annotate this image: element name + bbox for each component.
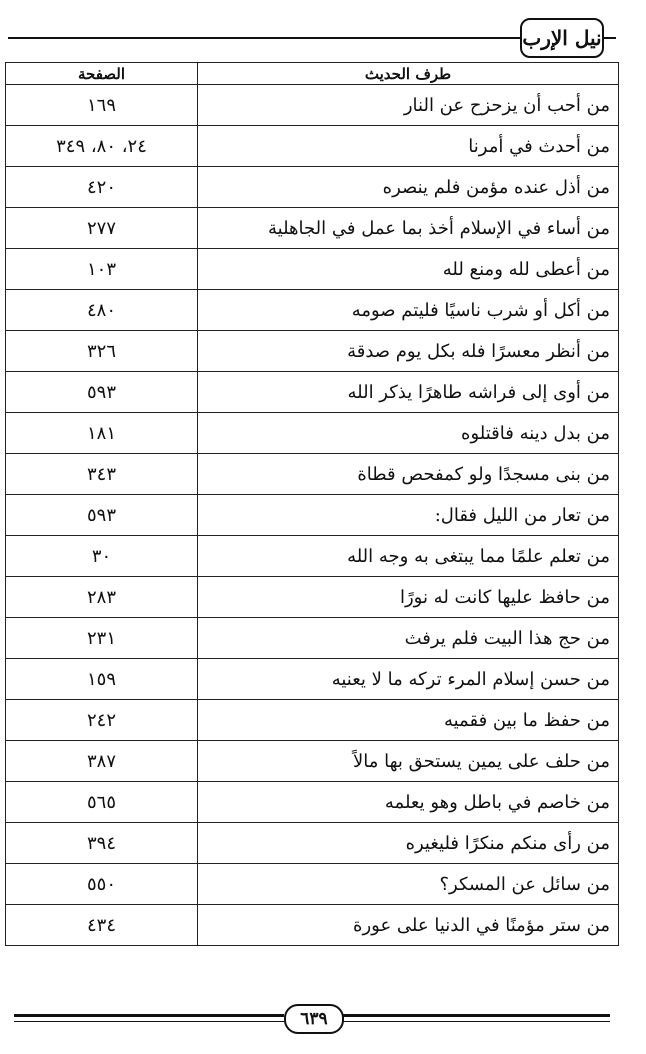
hadith-text: من حسن إسلام المرء تركه ما لا يعنيه <box>198 659 619 700</box>
page-ref: ٥٩٣ <box>6 495 198 536</box>
page-ref: ٣٤٣ <box>6 454 198 495</box>
table-row <box>6 741 619 782</box>
hadith-text: من حلف على يمين يستحق بها مالاً <box>198 741 619 782</box>
table-row <box>6 823 619 864</box>
hadith-text: من سائل عن المسكر؟ <box>198 864 619 905</box>
page-ref: ٢٧٧ <box>6 208 198 249</box>
hadith-text: من حفظ ما بين فقميه <box>198 700 619 741</box>
page-ref: ٤٣٤ <box>6 905 198 946</box>
table-row <box>6 454 619 495</box>
book-title: نيل الإرب <box>520 18 604 58</box>
hadith-text: من أساء في الإسلام أخذ بما عمل في الجاهلية <box>198 208 619 249</box>
footer-rule-left <box>14 1014 284 1017</box>
page-ref: ٥٩٣ <box>6 372 198 413</box>
table-row <box>6 659 619 700</box>
page-ref: ٤٨٠ <box>6 290 198 331</box>
hadith-text: من أنظر معسرًا فله بكل يوم صدقة <box>198 331 619 372</box>
table-row <box>6 167 619 208</box>
column-header-page: الصفحة <box>6 63 198 85</box>
hadith-text: من رأى منكم منكرًا فليغيره <box>198 823 619 864</box>
table-row <box>6 85 619 126</box>
table-row <box>6 618 619 659</box>
hadith-text: من حافظ عليها كانت له نورًا <box>198 577 619 618</box>
hadith-text: من بنى مسجدًا ولو كمفحص قطاة <box>198 454 619 495</box>
page-ref: ١٦٩ <box>6 85 198 126</box>
hadith-text: من بدل دينه فاقتلوه <box>198 413 619 454</box>
table-header-row <box>6 63 619 85</box>
hadith-text: من أكل أو شرب ناسيًا فليتم صومه <box>198 290 619 331</box>
hadith-text: من حج هذا البيت فلم يرفث <box>198 618 619 659</box>
hadith-text: من أعطى لله ومنع لله <box>198 249 619 290</box>
page-ref: ١٥٩ <box>6 659 198 700</box>
page-ref: ٤٢٠ <box>6 167 198 208</box>
table-row <box>6 536 619 577</box>
page-ref: ١٠٣ <box>6 249 198 290</box>
table-row <box>6 413 619 454</box>
table-row <box>6 782 619 823</box>
hadith-index-table <box>5 62 619 946</box>
hadith-text: من خاصم في باطل وهو يعلمه <box>198 782 619 823</box>
footer-rule-right-thin <box>340 1021 610 1022</box>
table-row <box>6 290 619 331</box>
hadith-text: من أحدث في أمرنا <box>198 126 619 167</box>
table-row <box>6 864 619 905</box>
hadith-text: من ستر مؤمنًا في الدنيا على عورة <box>198 905 619 946</box>
table-row <box>6 905 619 946</box>
page-ref: ٢٨٣ <box>6 577 198 618</box>
table-row <box>6 372 619 413</box>
page-ref: ٣٠ <box>6 536 198 577</box>
page-ref: ١٨١ <box>6 413 198 454</box>
hadith-text: من أوى إلى فراشه طاهرًا يذكر الله <box>198 372 619 413</box>
table-row <box>6 495 619 536</box>
column-header-hadith: طرف الحديث <box>198 63 619 85</box>
table-row <box>6 249 619 290</box>
page-ref: ٣٨٧ <box>6 741 198 782</box>
table-row <box>6 577 619 618</box>
page-number: ٦٣٩ <box>284 1004 344 1034</box>
page-ref: ٢٤٢ <box>6 700 198 741</box>
page-footer <box>14 1004 610 1040</box>
page-ref: ٣٩٤ <box>6 823 198 864</box>
table-row <box>6 331 619 372</box>
running-header <box>8 18 616 58</box>
table-row <box>6 700 619 741</box>
page-ref: ٢٤، ٨٠، ٣٤٩ <box>6 126 198 167</box>
header-dash <box>602 37 616 39</box>
hadith-text: من تعلم علمًا مما يبتغى به وجه الله <box>198 536 619 577</box>
footer-rule-left-thin <box>14 1021 284 1022</box>
page-ref: ٢٣١ <box>6 618 198 659</box>
hadith-text: من أذل عنده مؤمن فلم ينصره <box>198 167 619 208</box>
page-ref: ٥٥٠ <box>6 864 198 905</box>
page-ref: ٥٦٥ <box>6 782 198 823</box>
table-row <box>6 126 619 167</box>
table-row <box>6 208 619 249</box>
hadith-text: من تعار من الليل فقال: <box>198 495 619 536</box>
footer-rule-right <box>340 1014 610 1017</box>
header-rule <box>8 37 538 39</box>
page-ref: ٣٢٦ <box>6 331 198 372</box>
hadith-text: من أحب أن يزحزح عن النار <box>198 85 619 126</box>
